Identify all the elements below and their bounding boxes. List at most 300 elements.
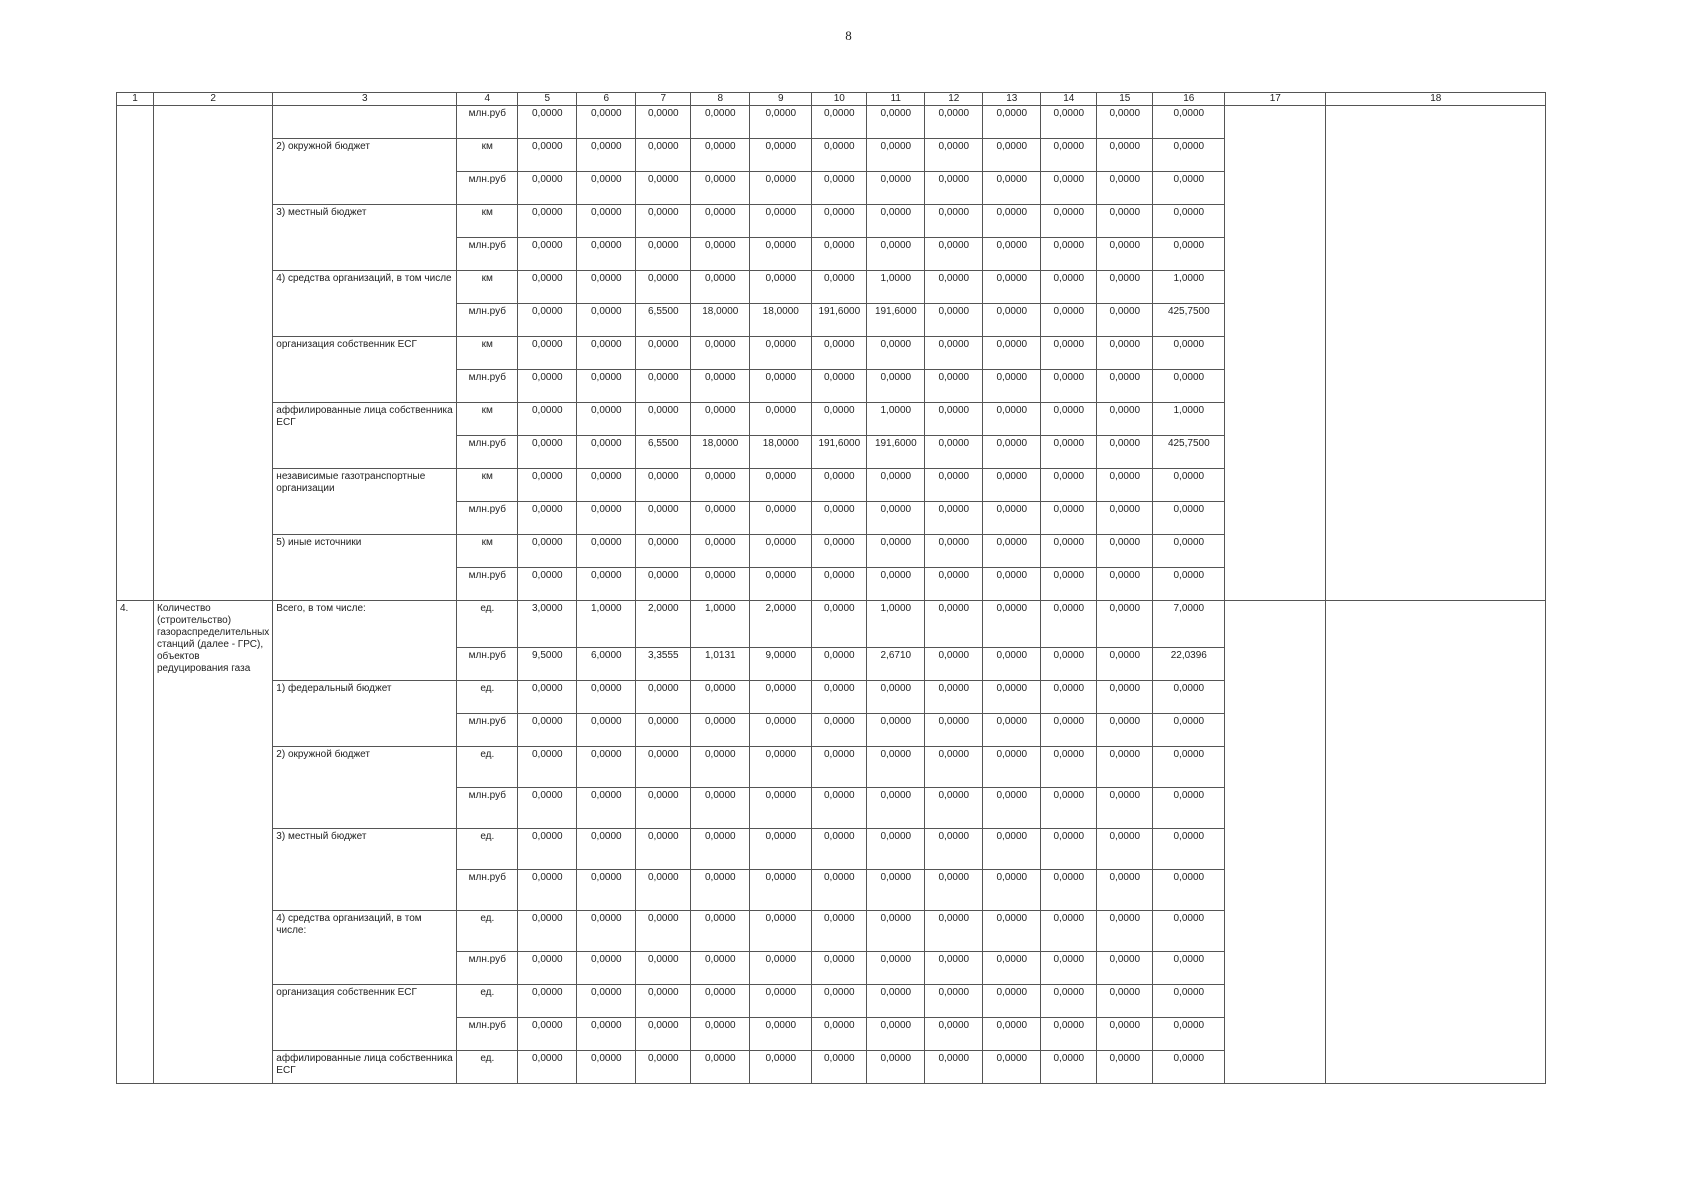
value-cell: 1,0000 xyxy=(1153,403,1225,436)
unit-cell: ед. xyxy=(457,747,518,788)
funding-source-label: 2) окружной бюджет xyxy=(273,139,457,205)
value-cell: 0,0000 xyxy=(1041,870,1097,911)
value-cell: 0,0000 xyxy=(691,205,750,238)
value-cell: 0,0000 xyxy=(925,436,983,469)
value-cell: 0,0000 xyxy=(577,788,636,829)
unit-cell: млн.руб xyxy=(457,238,518,271)
value-cell: 425,7500 xyxy=(1153,436,1225,469)
value-cell: 0,0000 xyxy=(812,829,867,870)
value-cell: 0,0000 xyxy=(750,985,812,1018)
value-cell: 0,0000 xyxy=(925,952,983,985)
value-cell: 0,0000 xyxy=(691,829,750,870)
value-cell: 0,0000 xyxy=(691,403,750,436)
value-cell: 0,0000 xyxy=(983,601,1041,648)
value-cell: 0,0000 xyxy=(925,238,983,271)
value-cell: 0,0000 xyxy=(636,747,691,788)
value-cell: 191,6000 xyxy=(867,436,925,469)
value-cell: 0,0000 xyxy=(867,139,925,172)
value-cell: 0,0000 xyxy=(636,238,691,271)
header-row xyxy=(117,93,1546,106)
value-cell: 0,0000 xyxy=(636,535,691,568)
value-cell: 0,0000 xyxy=(636,106,691,139)
value-cell: 0,0000 xyxy=(636,714,691,747)
value-cell: 0,0000 xyxy=(691,139,750,172)
value-cell: 0,0000 xyxy=(1153,952,1225,985)
value-cell: 0,0000 xyxy=(812,788,867,829)
value-cell: 0,0000 xyxy=(867,205,925,238)
value-cell: 0,0000 xyxy=(925,568,983,601)
value-cell: 0,0000 xyxy=(1153,172,1225,205)
value-cell: 0,0000 xyxy=(1153,911,1225,952)
unit-cell: ед. xyxy=(457,601,518,648)
value-cell: 0,0000 xyxy=(1153,502,1225,535)
unit-cell: млн.руб xyxy=(457,370,518,403)
value-cell: 0,0000 xyxy=(636,271,691,304)
value-cell: 0,0000 xyxy=(1097,1018,1153,1051)
funding-source-label: 4) средства организаций, в том числе xyxy=(273,271,457,337)
value-cell: 0,0000 xyxy=(867,1051,925,1084)
unit-cell: ед. xyxy=(457,829,518,870)
value-cell: 0,0000 xyxy=(1153,205,1225,238)
value-cell: 0,0000 xyxy=(577,172,636,205)
unit-cell: ед. xyxy=(457,911,518,952)
value-cell: 191,6000 xyxy=(812,304,867,337)
value-cell: 0,0000 xyxy=(691,370,750,403)
value-cell: 0,0000 xyxy=(983,952,1041,985)
value-cell: 0,0000 xyxy=(691,502,750,535)
col18-cell xyxy=(1326,601,1546,1084)
value-cell: 0,0000 xyxy=(983,337,1041,370)
value-cell: 0,0000 xyxy=(1097,911,1153,952)
item-name: Количество (строительство) газораспределительных станций (далее - ГРС), объектов редуцирования газа xyxy=(154,601,273,1084)
value-cell: 0,0000 xyxy=(867,469,925,502)
value-cell: 0,0000 xyxy=(636,1051,691,1084)
unit-cell: млн.руб xyxy=(457,1018,518,1051)
value-cell: 0,0000 xyxy=(1153,870,1225,911)
value-cell: 0,0000 xyxy=(925,911,983,952)
value-cell: 0,0000 xyxy=(1041,985,1097,1018)
value-cell: 7,0000 xyxy=(1153,601,1225,648)
value-cell: 0,0000 xyxy=(1153,568,1225,601)
value-cell: 0,0000 xyxy=(812,469,867,502)
value-cell: 0,0000 xyxy=(867,985,925,1018)
value-cell: 9,5000 xyxy=(518,648,577,681)
value-cell: 0,0000 xyxy=(983,535,1041,568)
value-cell: 0,0000 xyxy=(812,271,867,304)
value-cell: 0,0000 xyxy=(867,370,925,403)
value-cell: 0,0000 xyxy=(1041,403,1097,436)
page-number: 8 xyxy=(845,28,852,43)
funding-source-label: 2) окружной бюджет xyxy=(273,747,457,829)
value-cell: 0,0000 xyxy=(691,238,750,271)
value-cell: 0,0000 xyxy=(1041,337,1097,370)
value-cell: 0,0000 xyxy=(867,952,925,985)
value-cell: 0,0000 xyxy=(1097,469,1153,502)
value-cell: 0,0000 xyxy=(636,403,691,436)
value-cell: 0,0000 xyxy=(1041,747,1097,788)
value-cell: 0,0000 xyxy=(925,648,983,681)
funding-source-label: 1) федеральный бюджет xyxy=(273,681,457,747)
value-cell: 2,0000 xyxy=(636,601,691,648)
unit-cell: млн.руб xyxy=(457,870,518,911)
unit-cell: км xyxy=(457,535,518,568)
funding-source-label: 3) местный бюджет xyxy=(273,205,457,271)
value-cell: 0,0000 xyxy=(750,172,812,205)
value-cell: 0,0000 xyxy=(636,205,691,238)
value-cell: 0,0000 xyxy=(518,911,577,952)
value-cell: 0,0000 xyxy=(983,681,1041,714)
value-cell: 0,0000 xyxy=(1041,172,1097,205)
value-cell: 0,0000 xyxy=(577,535,636,568)
unit-cell: млн.руб xyxy=(457,568,518,601)
value-cell: 0,0000 xyxy=(577,568,636,601)
value-cell: 0,0000 xyxy=(1097,952,1153,985)
value-cell: 0,0000 xyxy=(983,205,1041,238)
value-cell: 0,0000 xyxy=(812,172,867,205)
value-cell: 0,0000 xyxy=(750,1018,812,1051)
value-cell: 0,0000 xyxy=(812,714,867,747)
value-cell: 0,0000 xyxy=(750,139,812,172)
funding-source-label: 3) местный бюджет xyxy=(273,829,457,911)
value-cell: 0,0000 xyxy=(867,502,925,535)
value-cell: 191,6000 xyxy=(812,436,867,469)
value-cell: 0,0000 xyxy=(636,911,691,952)
value-cell: 0,0000 xyxy=(750,469,812,502)
value-cell: 0,0000 xyxy=(867,788,925,829)
column-header: 6 xyxy=(577,93,636,106)
value-cell: 0,0000 xyxy=(750,747,812,788)
funding-source-label xyxy=(273,106,457,139)
value-cell: 9,0000 xyxy=(750,648,812,681)
value-cell: 0,0000 xyxy=(518,271,577,304)
value-cell: 0,0000 xyxy=(518,829,577,870)
value-cell: 0,0000 xyxy=(1041,469,1097,502)
value-cell: 0,0000 xyxy=(636,788,691,829)
value-cell: 0,0000 xyxy=(983,714,1041,747)
value-cell: 0,0000 xyxy=(1153,985,1225,1018)
column-header: 13 xyxy=(983,93,1041,106)
funding-source-label: независимые газотранспортные организации xyxy=(273,469,457,535)
value-cell: 0,0000 xyxy=(1041,139,1097,172)
value-cell: 0,0000 xyxy=(925,1018,983,1051)
value-cell: 0,0000 xyxy=(577,271,636,304)
value-cell: 0,0000 xyxy=(925,985,983,1018)
value-cell: 0,0000 xyxy=(812,337,867,370)
column-header: 5 xyxy=(518,93,577,106)
column-header: 7 xyxy=(636,93,691,106)
value-cell: 0,0000 xyxy=(691,106,750,139)
value-cell: 0,0000 xyxy=(750,788,812,829)
value-cell: 0,0000 xyxy=(983,106,1041,139)
value-cell: 0,0000 xyxy=(518,436,577,469)
value-cell: 0,0000 xyxy=(691,1018,750,1051)
value-cell: 0,0000 xyxy=(518,469,577,502)
unit-cell: км xyxy=(457,205,518,238)
value-cell: 0,0000 xyxy=(750,403,812,436)
value-cell: 18,0000 xyxy=(691,304,750,337)
value-cell: 0,0000 xyxy=(577,1051,636,1084)
value-cell: 0,0000 xyxy=(867,911,925,952)
value-cell: 0,0000 xyxy=(691,337,750,370)
column-header: 16 xyxy=(1153,93,1225,106)
value-cell: 0,0000 xyxy=(1153,714,1225,747)
value-cell: 0,0000 xyxy=(750,1051,812,1084)
unit-cell: млн.руб xyxy=(457,172,518,205)
value-cell: 0,0000 xyxy=(1041,681,1097,714)
value-cell: 0,0000 xyxy=(983,648,1041,681)
value-cell: 0,0000 xyxy=(1097,601,1153,648)
column-header: 17 xyxy=(1225,93,1326,106)
value-cell: 0,0000 xyxy=(983,1018,1041,1051)
value-cell: 0,0000 xyxy=(518,139,577,172)
value-cell: 0,0000 xyxy=(750,681,812,714)
value-cell: 0,0000 xyxy=(812,106,867,139)
value-cell: 0,0000 xyxy=(577,370,636,403)
value-cell: 0,0000 xyxy=(983,747,1041,788)
value-cell: 0,0000 xyxy=(983,788,1041,829)
funding-source-label: аффилированные лица собственника ЕСГ xyxy=(273,1051,457,1084)
value-cell: 0,0000 xyxy=(691,172,750,205)
value-cell: 0,0000 xyxy=(925,747,983,788)
value-cell: 0,0000 xyxy=(983,1051,1041,1084)
value-cell: 18,0000 xyxy=(750,436,812,469)
value-cell: 0,0000 xyxy=(812,502,867,535)
unit-cell: млн.руб xyxy=(457,788,518,829)
value-cell: 0,0000 xyxy=(812,205,867,238)
value-cell: 0,0000 xyxy=(577,985,636,1018)
value-cell: 0,0000 xyxy=(1041,1051,1097,1084)
table-row xyxy=(117,106,1546,139)
value-cell: 0,0000 xyxy=(750,205,812,238)
value-cell: 0,0000 xyxy=(691,911,750,952)
value-cell: 2,6710 xyxy=(867,648,925,681)
value-cell: 0,0000 xyxy=(983,870,1041,911)
value-cell: 0,0000 xyxy=(983,370,1041,403)
value-cell: 18,0000 xyxy=(750,304,812,337)
value-cell: 0,0000 xyxy=(636,568,691,601)
value-cell: 0,0000 xyxy=(983,139,1041,172)
value-cell: 0,0000 xyxy=(925,271,983,304)
unit-cell: млн.руб xyxy=(457,502,518,535)
column-header: 2 xyxy=(154,93,273,106)
funding-source-label: организация собственник ЕСГ xyxy=(273,337,457,403)
value-cell: 1,0000 xyxy=(867,271,925,304)
value-cell: 0,0000 xyxy=(1041,648,1097,681)
value-cell: 0,0000 xyxy=(691,952,750,985)
value-cell: 0,0000 xyxy=(1097,681,1153,714)
value-cell: 0,0000 xyxy=(867,535,925,568)
value-cell: 0,0000 xyxy=(1041,714,1097,747)
value-cell: 0,0000 xyxy=(518,714,577,747)
value-cell: 0,0000 xyxy=(1097,436,1153,469)
value-cell: 0,0000 xyxy=(518,870,577,911)
value-cell: 0,0000 xyxy=(518,568,577,601)
item-number xyxy=(117,106,154,601)
value-cell: 0,0000 xyxy=(691,271,750,304)
value-cell: 18,0000 xyxy=(691,436,750,469)
value-cell: 0,0000 xyxy=(925,205,983,238)
value-cell: 0,0000 xyxy=(1153,469,1225,502)
unit-cell: млн.руб xyxy=(457,648,518,681)
value-cell: 0,0000 xyxy=(691,1051,750,1084)
value-cell: 0,0000 xyxy=(636,172,691,205)
value-cell: 3,3555 xyxy=(636,648,691,681)
value-cell: 0,0000 xyxy=(1097,829,1153,870)
value-cell: 0,0000 xyxy=(750,829,812,870)
value-cell: 0,0000 xyxy=(867,714,925,747)
value-cell: 0,0000 xyxy=(1041,238,1097,271)
value-cell: 0,0000 xyxy=(983,403,1041,436)
value-cell: 0,0000 xyxy=(867,1018,925,1051)
funding-source-label: 5) иные источники xyxy=(273,535,457,601)
value-cell: 0,0000 xyxy=(1153,747,1225,788)
value-cell: 0,0000 xyxy=(750,535,812,568)
value-cell: 0,0000 xyxy=(518,370,577,403)
value-cell: 0,0000 xyxy=(925,106,983,139)
value-cell: 0,0000 xyxy=(983,271,1041,304)
value-cell: 6,0000 xyxy=(577,648,636,681)
value-cell: 0,0000 xyxy=(925,788,983,829)
value-cell: 0,0000 xyxy=(750,106,812,139)
value-cell: 0,0000 xyxy=(867,238,925,271)
unit-cell: млн.руб xyxy=(457,436,518,469)
value-cell: 0,0000 xyxy=(636,829,691,870)
value-cell: 0,0000 xyxy=(691,870,750,911)
value-cell: 0,0000 xyxy=(812,747,867,788)
value-cell: 0,0000 xyxy=(1097,337,1153,370)
unit-cell: млн.руб xyxy=(457,106,518,139)
value-cell: 0,0000 xyxy=(812,648,867,681)
value-cell: 22,0396 xyxy=(1153,648,1225,681)
value-cell: 0,0000 xyxy=(636,870,691,911)
value-cell: 0,0000 xyxy=(750,337,812,370)
value-cell: 0,0000 xyxy=(925,370,983,403)
value-cell: 0,0000 xyxy=(925,172,983,205)
value-cell: 0,0000 xyxy=(577,238,636,271)
value-cell: 1,0000 xyxy=(867,601,925,648)
value-cell: 0,0000 xyxy=(691,568,750,601)
value-cell: 0,0000 xyxy=(925,714,983,747)
unit-cell: км xyxy=(457,139,518,172)
value-cell: 0,0000 xyxy=(750,870,812,911)
value-cell: 0,0000 xyxy=(518,788,577,829)
value-cell: 0,0000 xyxy=(867,172,925,205)
value-cell: 0,0000 xyxy=(983,172,1041,205)
value-cell: 0,0000 xyxy=(518,403,577,436)
value-cell: 0,0000 xyxy=(925,139,983,172)
unit-cell: км xyxy=(457,403,518,436)
value-cell: 0,0000 xyxy=(812,870,867,911)
value-cell: 0,0000 xyxy=(577,747,636,788)
value-cell: 0,0000 xyxy=(983,238,1041,271)
value-cell: 0,0000 xyxy=(867,337,925,370)
value-cell: 0,0000 xyxy=(867,870,925,911)
value-cell: 0,0000 xyxy=(577,952,636,985)
value-cell: 0,0000 xyxy=(983,568,1041,601)
value-cell: 0,0000 xyxy=(925,502,983,535)
value-cell: 0,0000 xyxy=(812,238,867,271)
value-cell: 0,0000 xyxy=(691,714,750,747)
value-cell: 0,0000 xyxy=(1097,172,1153,205)
value-cell: 0,0000 xyxy=(691,535,750,568)
unit-cell: ед. xyxy=(457,1051,518,1084)
value-cell: 3,0000 xyxy=(518,601,577,648)
value-cell: 0,0000 xyxy=(812,1051,867,1084)
value-cell: 0,0000 xyxy=(1097,648,1153,681)
value-cell: 0,0000 xyxy=(1041,271,1097,304)
value-cell: 0,0000 xyxy=(518,1018,577,1051)
value-cell: 0,0000 xyxy=(1097,238,1153,271)
value-cell: 0,0000 xyxy=(1153,238,1225,271)
data-table xyxy=(116,92,1546,1084)
value-cell: 0,0000 xyxy=(577,829,636,870)
value-cell: 0,0000 xyxy=(577,469,636,502)
value-cell: 0,0000 xyxy=(1097,106,1153,139)
value-cell: 0,0000 xyxy=(1097,205,1153,238)
value-cell: 0,0000 xyxy=(1097,271,1153,304)
value-cell: 0,0000 xyxy=(925,337,983,370)
value-cell: 0,0000 xyxy=(1097,714,1153,747)
value-cell: 0,0000 xyxy=(750,271,812,304)
value-cell: 0,0000 xyxy=(1041,436,1097,469)
value-cell: 0,0000 xyxy=(925,681,983,714)
value-cell: 0,0000 xyxy=(1097,304,1153,337)
column-header: 14 xyxy=(1041,93,1097,106)
column-header: 4 xyxy=(457,93,518,106)
value-cell: 0,0000 xyxy=(1041,502,1097,535)
value-cell: 0,0000 xyxy=(1041,829,1097,870)
value-cell: 0,0000 xyxy=(812,911,867,952)
value-cell: 0,0000 xyxy=(691,788,750,829)
value-cell: 0,0000 xyxy=(577,911,636,952)
value-cell: 0,0000 xyxy=(1153,1051,1225,1084)
value-cell: 0,0000 xyxy=(577,502,636,535)
column-header: 10 xyxy=(812,93,867,106)
value-cell: 0,0000 xyxy=(812,952,867,985)
value-cell: 0,0000 xyxy=(518,502,577,535)
column-header: 3 xyxy=(273,93,457,106)
value-cell: 0,0000 xyxy=(636,952,691,985)
value-cell: 0,0000 xyxy=(1153,139,1225,172)
column-header: 1 xyxy=(117,93,154,106)
value-cell: 0,0000 xyxy=(812,568,867,601)
value-cell: 0,0000 xyxy=(518,304,577,337)
value-cell: 0,0000 xyxy=(1097,370,1153,403)
value-cell: 0,0000 xyxy=(983,436,1041,469)
value-cell: 0,0000 xyxy=(577,106,636,139)
value-cell: 1,0000 xyxy=(577,601,636,648)
column-header: 9 xyxy=(750,93,812,106)
value-cell: 0,0000 xyxy=(1041,911,1097,952)
value-cell: 0,0000 xyxy=(577,714,636,747)
value-cell: 0,0000 xyxy=(518,337,577,370)
value-cell: 2,0000 xyxy=(750,601,812,648)
value-cell: 0,0000 xyxy=(983,829,1041,870)
value-cell: 0,0000 xyxy=(577,205,636,238)
value-cell: 0,0000 xyxy=(983,985,1041,1018)
value-cell: 0,0000 xyxy=(691,469,750,502)
value-cell: 0,0000 xyxy=(577,1018,636,1051)
value-cell: 0,0000 xyxy=(1097,139,1153,172)
value-cell: 0,0000 xyxy=(691,985,750,1018)
value-cell: 0,0000 xyxy=(1041,788,1097,829)
value-cell: 0,0000 xyxy=(812,139,867,172)
value-cell: 0,0000 xyxy=(1153,535,1225,568)
item-name xyxy=(154,106,273,601)
table-row xyxy=(117,601,1546,648)
value-cell: 0,0000 xyxy=(1153,788,1225,829)
value-cell: 0,0000 xyxy=(577,436,636,469)
